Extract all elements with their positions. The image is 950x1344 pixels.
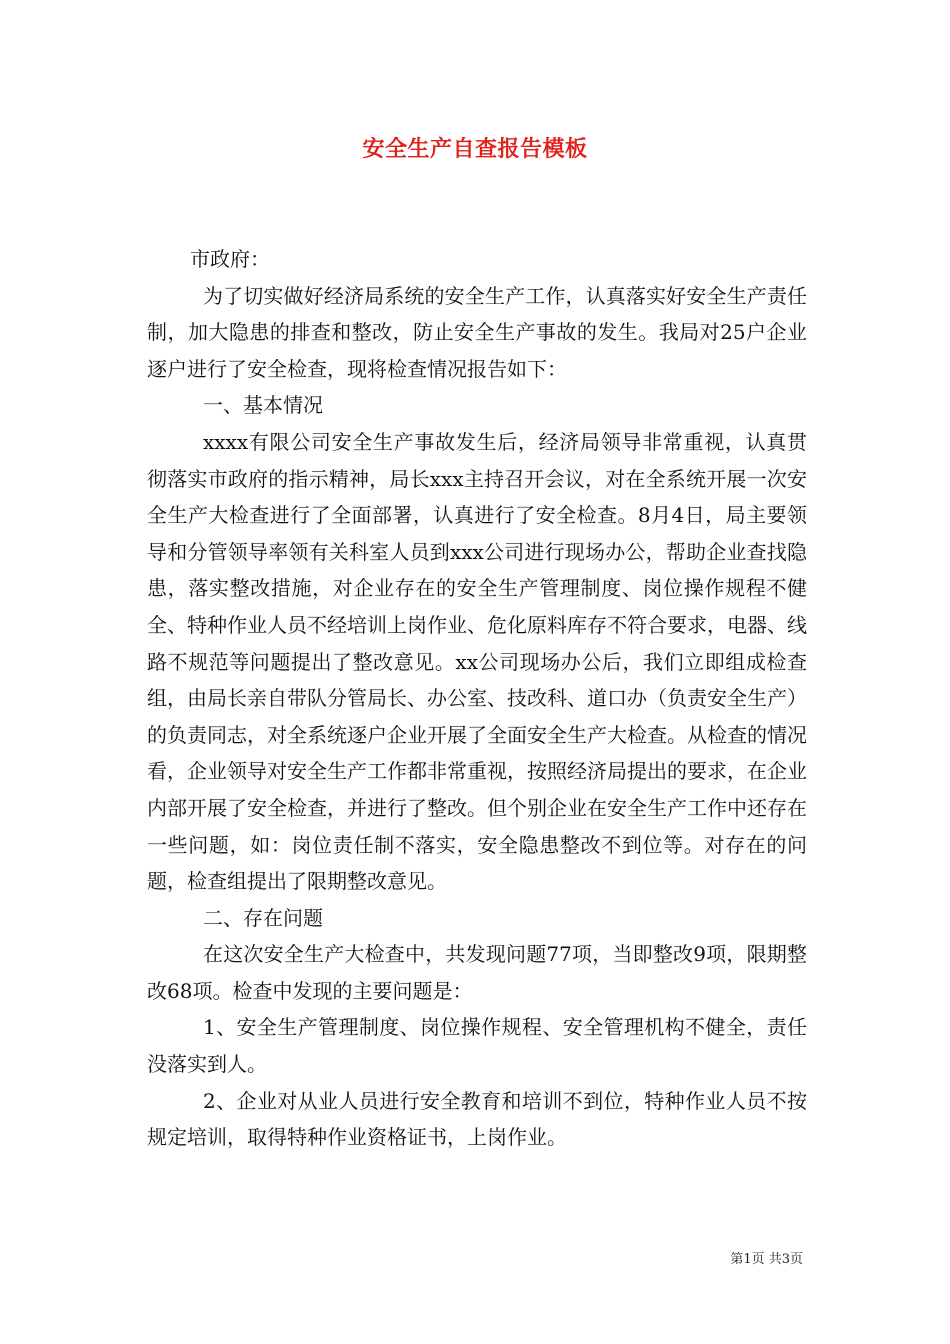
document-body (147, 241, 807, 1156)
page-number: 第1页 共3页 (730, 1252, 803, 1267)
salutation: 市政府： (190, 247, 270, 271)
problem-item-1: 1、安全生产管理制度、岗位操作规程、安全管理机构不健全，责任没落实到人。 (147, 1015, 807, 1077)
section-heading-existing-problems: 二、存在问题 (203, 905, 323, 930)
section-basic-situation-paragraph: xxxx有限公司安全生产事故发生后，经济局领导非常重视，认真贯彻落实市政府的指示精神，局长xxx主持召开会议，对在全系统开展一次安全生产大检查进行了全面部署，认真进行了安全检查。8月4日，局主要领导和分管领导率领有关科室人员到xxx公司进行现场办公，帮助企业查找隐患，落实整改措施，对企业存在的安全生产管理制度、岗位操作规程不健全、特种作业人员不经培训上岗作业、危化原料库存不符合要求，电器、线路不规范等问题提出了整改意见。xx公司现场办公后，我们立即组成检查组，由局长亲自带队分管局长、办公室、技改科、道口办（负责安全生产）的负责同志，对全系统逐户企业开展了全面安全生产大检查。从检查的情况看，企业领导对安全生产工作都非常重视，按照经济局提出的要求，在企业内部开展了安全检查，并进行了整改。但个别企业在安全生产工作中还存在一些问题，如：岗位责任制不落实，安全隐患整改不到位等。对存在的问题，检查组提出了限期整改意见。 (147, 429, 807, 894)
document-title: 安全生产自查报告模板 (362, 136, 588, 162)
problem-item-2: 2、企业对从业人员进行安全教育和培训不到位，特种作业人员不按规定培训，取得特种作业资格证书，上岗作业。 (147, 1088, 807, 1150)
intro-paragraph: 为了切实做好经济局系统的安全生产工作，认真落实好安全生产责任制，加大隐患的排查和整改，防止安全生产事故的发生。我局对25户企业逐户进行了安全检查，现将检查情况报告如下： (147, 283, 807, 381)
section-heading-basic-situation: 一、基本情况 (203, 393, 323, 418)
section-existing-problems-paragraph: 在这次安全生产大检查中，共发现问题77项，当即整改9项，限期整改68项。检查中发现的主要问题是： (147, 942, 807, 1003)
